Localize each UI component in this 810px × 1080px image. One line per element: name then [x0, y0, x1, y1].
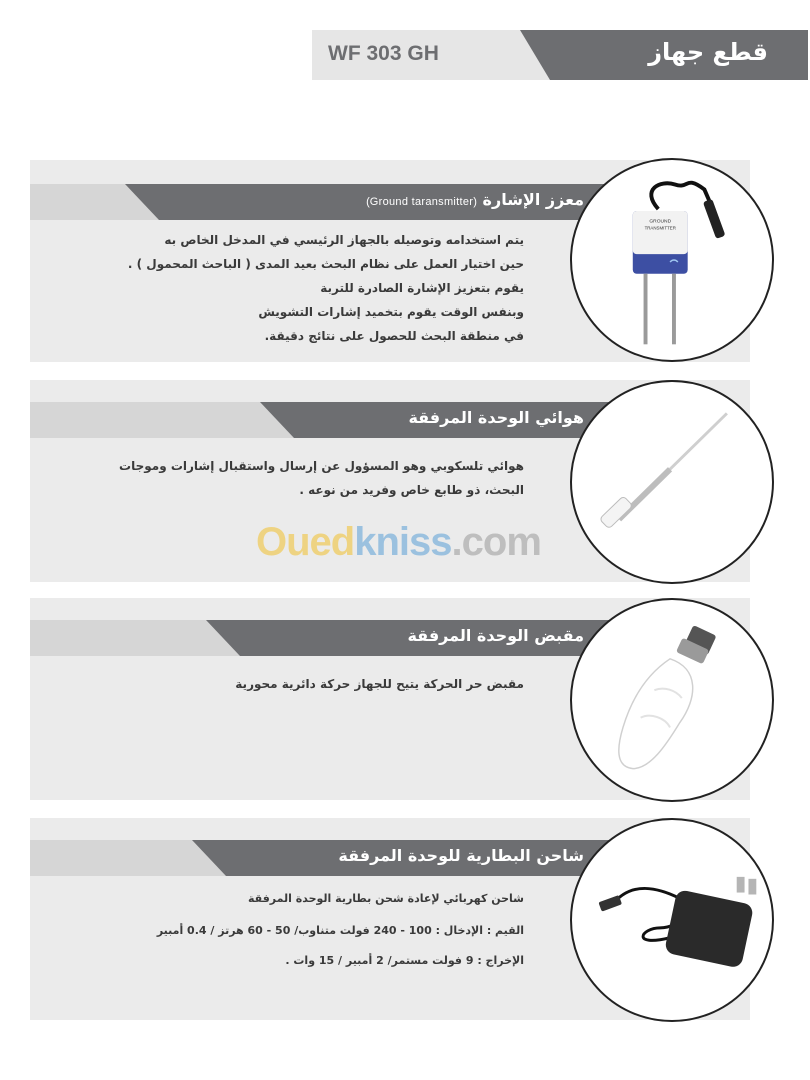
section-title-bar	[30, 840, 620, 876]
section-title: شاحن البطارية للوحدة المرفقة	[338, 846, 584, 865]
section-title-bar	[30, 402, 620, 438]
section-description: يتم استخدامه وتوصيله بالجهاز الرئيسي في المدخل الخاص به حين اختيار العمل على نظام البحث بعيد المدى ( الباحث المحمول ) . يقوم بتعزيز الإشارة الصادرة للتربة وبنفس الوقت يقوم بتخميد إشارات التشويش في منطقة البحث للحصول على نتائج دقيقة.	[127, 233, 524, 343]
section-title: هوائي الوحدة المرفقة	[408, 408, 584, 427]
section-title: معزز الإشارة (Ground taransmitter)	[366, 190, 584, 209]
section-title: مقبض الوحدة المرفقة	[407, 626, 584, 645]
model-name: WF 303 GH	[328, 42, 439, 65]
charger-description: شاحن كهربائي لإعادة شحن بطارية الوحدة المرفقة	[248, 892, 524, 905]
page-title: قطع جهاز	[648, 38, 768, 66]
section-title-bar	[30, 620, 620, 656]
section-description: هوائي تلسكوبي وهو المسؤول عن إرسال واستقبال إشارات وموجات البحث، ذو طابع خاص وفريد من نوعه .	[119, 459, 524, 497]
section-description: مقبض حر الحركة يتيح للجهاز حركة دائرية محورية	[235, 677, 524, 691]
handle-image	[570, 598, 774, 802]
svg-text:GROUND: GROUND	[649, 219, 672, 225]
section-title-bar	[30, 184, 620, 220]
charger-output-spec: الإخراج : 9 فولت مستمر/ 2 أمبير / 15 وات .	[285, 954, 524, 967]
antenna-image	[570, 380, 774, 584]
charger-image	[570, 818, 774, 1022]
charger-input-spec: القيم : الإدخال : 100 - 240 فولت متناوب/ 50 - 60 هرتز / 0.4 أمبير	[156, 924, 524, 937]
watermark-logo: Ouedkniss.com	[256, 520, 541, 564]
svg-text:TRANSMITTER: TRANSMITTER	[644, 225, 676, 231]
section-title-english: (Ground taransmitter)	[366, 196, 477, 208]
header-banner	[312, 30, 808, 80]
ground-transmitter-image	[570, 158, 774, 362]
